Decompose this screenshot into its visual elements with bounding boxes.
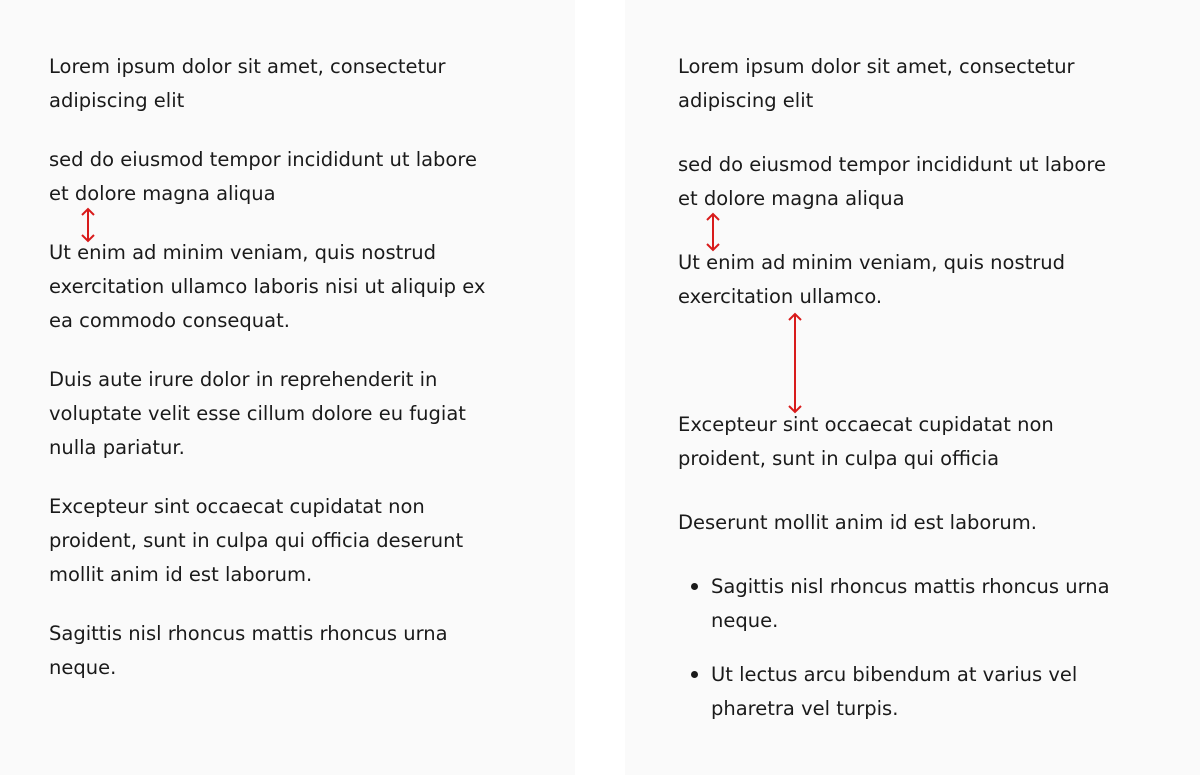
left-paragraph-3 (49, 236, 485, 338)
left-panel (0, 0, 575, 775)
bullet-icon (691, 671, 698, 678)
text-line: Excepteur sint occaecat cupidatat non (678, 413, 1054, 436)
text-line: Duis aute irure dolor in reprehenderit in (49, 368, 438, 391)
text-line: voluptate velit esse cillum dolore eu fugiat (49, 402, 466, 425)
bullet-list-item (711, 658, 1077, 726)
text-line: exercitation ullamco. (678, 285, 883, 308)
right-paragraph-4 (678, 408, 1054, 476)
right-paragraph-2 (678, 148, 1106, 216)
text-line: neque. (711, 609, 779, 632)
text-line: Ut enim ad minim veniam, quis nostrud (49, 241, 437, 264)
spacing-arrow-icon (787, 312, 803, 414)
text-line: Sagittis nisl rhoncus mattis rhoncus urna (711, 575, 1110, 598)
text-line: Ut lectus arcu bibendum at varius vel (711, 663, 1078, 686)
text-line: exercitation ullamco laboris nisi ut aliquip ex (49, 275, 486, 298)
text-line: et dolore magna aliqua (49, 182, 276, 205)
right-paragraph-1 (678, 50, 1075, 118)
right-panel (625, 0, 1200, 775)
bullet-list-item (711, 570, 1110, 638)
text-line: Ut enim ad minim veniam, quis nostrud (678, 251, 1066, 274)
text-line: Sagittis nisl rhoncus mattis rhoncus urna (49, 622, 448, 645)
text-line: mollit anim id est laborum. (49, 563, 313, 586)
left-paragraph-5 (49, 490, 463, 592)
left-paragraph-2 (49, 143, 477, 211)
left-paragraph-1 (49, 50, 446, 118)
text-line: sed do eiusmod tempor incididunt ut labore (678, 153, 1106, 176)
left-paragraph-4 (49, 363, 466, 465)
text-line: Deserunt mollit anim id est laborum. (678, 511, 1037, 534)
left-paragraph-6 (49, 617, 448, 685)
right-paragraph-5 (678, 506, 1037, 540)
text-line: Lorem ipsum dolor sit amet, consectetur (678, 55, 1075, 78)
text-line: Excepteur sint occaecat cupidatat non (49, 495, 425, 518)
text-line: proident, sunt in culpa qui officia (678, 447, 1000, 470)
text-line: neque. (49, 656, 117, 679)
text-line: pharetra vel turpis. (711, 697, 899, 720)
text-line: nulla pariatur. (49, 436, 185, 459)
right-paragraph-3 (678, 246, 1065, 314)
text-line: proident, sunt in culpa qui officia deserunt (49, 529, 464, 552)
text-line: ea commodo consequat. (49, 309, 290, 332)
text-line: adipiscing elit (678, 89, 814, 112)
text-line: adipiscing elit (49, 89, 185, 112)
bullet-icon (691, 583, 698, 590)
text-line: et dolore magna aliqua (678, 187, 905, 210)
text-line: sed do eiusmod tempor incididunt ut labore (49, 148, 477, 171)
text-line: Lorem ipsum dolor sit amet, consectetur (49, 55, 446, 78)
